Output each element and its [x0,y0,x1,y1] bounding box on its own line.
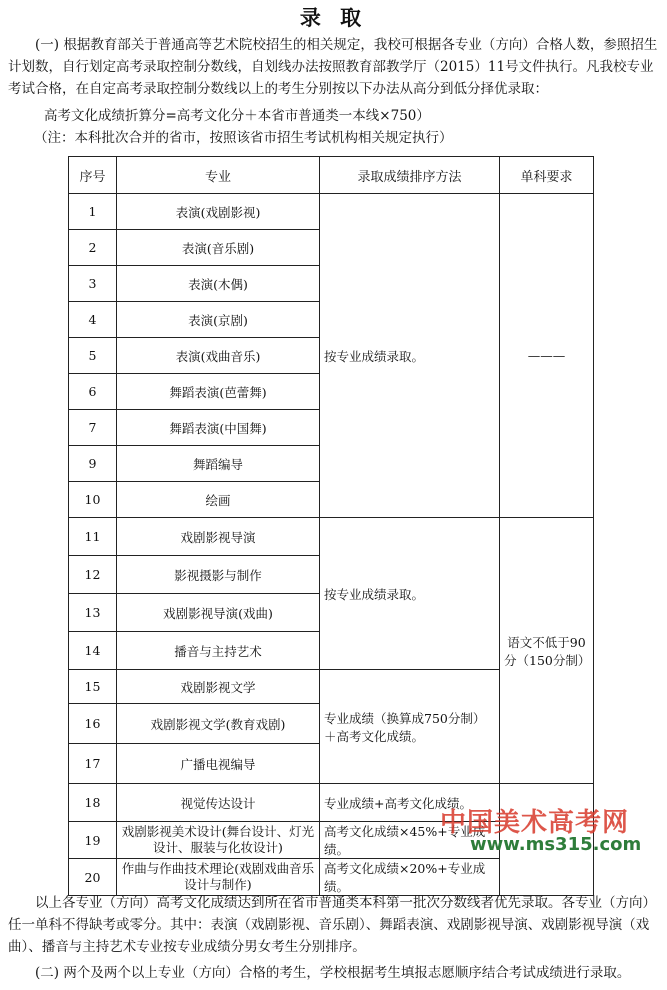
row-no: 14 [69,632,117,670]
row-major: 表演(木偶) [117,266,320,302]
row-no: 18 [69,784,117,822]
row-major: 广播电视编导 [117,744,320,784]
row-no: 20 [69,859,117,896]
intro-paragraph: (一) 根据教育部关于普通高等艺术院校招生的相关规定，我校可根据各专业（方向）合格人数，参照招生计划数，自行划定高考录取控制分数线，自划线办法按照教育部教学厅（2015）11号文件执行。凡我校专业考试合格，在自定高考录取控制分数线以上的考生分别按以下办法从高分到低分择优录取： [8,37,658,97]
method-cell: 高考文化成绩×20%+专业成绩。 [320,859,500,896]
note-line: （注：本科批次合并的省市，按照该省市招生考试机构相关规定执行） [34,130,453,146]
row-major: 舞蹈表演(芭蕾舞) [117,374,320,410]
row-major: 影视摄影与制作 [117,556,320,594]
row-major: 舞蹈编导 [117,446,320,482]
row-major: 戏剧影视导演 [117,518,320,556]
row-major: 播音与主持艺术 [117,632,320,670]
header-requirement: 单科要求 [500,157,594,194]
method-cell: 高考文化成绩×45%+专业成绩。 [320,822,500,859]
table-row [69,518,594,556]
row-no: 7 [69,410,117,446]
row-no: 19 [69,822,117,859]
para-3: (二) 两个及两个以上专业（方向）合格的考生，学校根据考生填报志愿顺序结合考试成绩进行录取。 [35,965,631,981]
row-major: 表演(戏剧影视) [117,194,320,230]
row-no: 4 [69,302,117,338]
row-no: 1 [69,194,117,230]
row-no: 10 [69,482,117,518]
row-major: 表演(戏曲音乐) [117,338,320,374]
watermark-url: www.ms315.com [470,834,642,855]
header-no: 序号 [69,157,117,194]
row-no: 13 [69,594,117,632]
row-no: 5 [69,338,117,374]
page-title: 录 取 [299,5,368,30]
admission-table [68,156,594,896]
row-major: 作曲与作曲技术理论(戏剧戏曲音乐设计与制作) [117,859,320,896]
method-cell: 按专业成绩录取。 [320,194,500,518]
row-major: 戏剧影视美术设计(舞台设计、灯光设计、服装与化妆设计) [117,822,320,859]
table-row [69,194,594,230]
row-major: 视觉传达设计 [117,784,320,822]
method-cell: 专业成绩+高考文化成绩。 [320,784,500,822]
row-no: 11 [69,518,117,556]
row-major: 绘画 [117,482,320,518]
formula-line: 高考文化成绩折算分=高考文化分＋本省市普通类一本线×750） [44,108,430,124]
row-no: 9 [69,446,117,482]
row-no: 2 [69,230,117,266]
para-2: 以上各专业（方向）高考文化成绩达到所在省市普通类本科第一批次分数线者优先录取。各专业（方向）任一单科不得缺考或零分。其中：表演（戏剧影视、音乐剧）、舞蹈表演、戏剧影视导演、戏剧影视导演（戏曲）、播音与主持艺术专业按专业成绩分男女考生分别排序。 [8,895,656,955]
table-header-row [69,157,594,194]
row-no: 12 [69,556,117,594]
row-major: 表演(音乐剧) [117,230,320,266]
row-no: 17 [69,744,117,784]
header-method: 录取成绩排序方法 [320,157,500,194]
requirement-cell: 语文不低于90分（150分制） [500,518,594,784]
method-cell: 按专业成绩录取。 [320,518,500,670]
header-major: 专业 [117,157,320,194]
row-major: 舞蹈表演(中国舞) [117,410,320,446]
requirement-cell: ——— [500,194,594,518]
row-no: 3 [69,266,117,302]
watermark-cn: 中国美术高考网 [440,808,630,838]
row-major: 戏剧影视文学 [117,670,320,704]
row-major: 戏剧影视文学(教育戏剧) [117,704,320,744]
row-no: 15 [69,670,117,704]
method-cell: 专业成绩（换算成750分制）＋高考文化成绩。 [320,670,500,784]
row-no: 16 [69,704,117,744]
row-no: 6 [69,374,117,410]
row-major: 戏剧影视导演(戏曲) [117,594,320,632]
row-major: 表演(京剧) [117,302,320,338]
